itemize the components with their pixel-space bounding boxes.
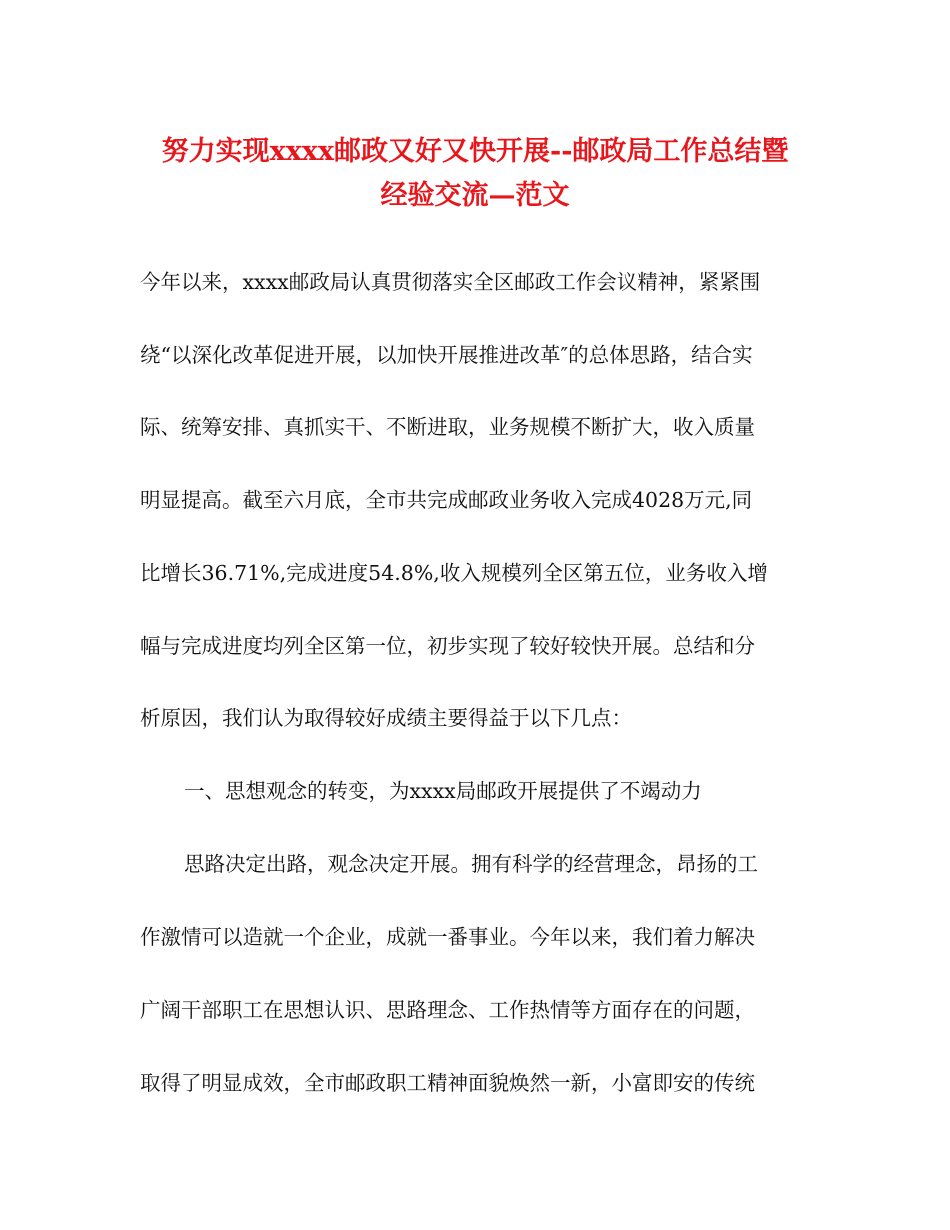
paragraph-line-5: 比增长36.71%,完成进度54.8%,收入规模列全区第五位，业务收入增	[140, 561, 768, 585]
paragraph-line-10: 作激情可以造就一个企业，成就一番事业。今年以来，我们着力解决	[140, 925, 755, 949]
paragraph-line-12: 取得了明显成效，全市邮政职工精神面貌焕然一新，小富即安的传统	[140, 1071, 755, 1095]
paragraph-line-1: 今年以来，xxxx邮政局认真贯彻落实全区邮政工作会议精神，紧紧围	[140, 270, 761, 294]
paragraph-line-4: 明显提高。截至六月底，全市共完成邮政业务收入完成4028万元,同	[140, 488, 753, 512]
document-title-line-2: 经验交流—范文	[380, 180, 570, 211]
section-heading-1: 一、思想观念的转变，为xxxx局邮政开展提供了不竭动力	[184, 779, 702, 803]
paragraph-line-2: 绕“以深化改革促进开展，以加快开展推进改革″的总体思路，结合实	[140, 343, 753, 367]
paragraph-line-9: 思路决定出路，观念决定开展。拥有科学的经营理念，昂扬的工	[184, 852, 758, 876]
paragraph-line-6: 幅与完成进度均列全区第一位，初步实现了较好较快开展。总结和分	[140, 634, 755, 658]
paragraph-line-7: 析原因，我们认为取得较好成绩主要得益于以下几点：	[140, 706, 632, 730]
paragraph-line-3: 际、统筹安排、真抓实干、不断进取，业务规模不断扩大，收入质量	[140, 415, 755, 439]
document-title-line-1: 努力实现xxxx邮政又好又快开展--邮政局工作总结暨	[161, 136, 789, 167]
paragraph-line-11: 广阔干部职工在思想认识、思路理念、工作热情等方面存在的问题，	[140, 998, 755, 1022]
